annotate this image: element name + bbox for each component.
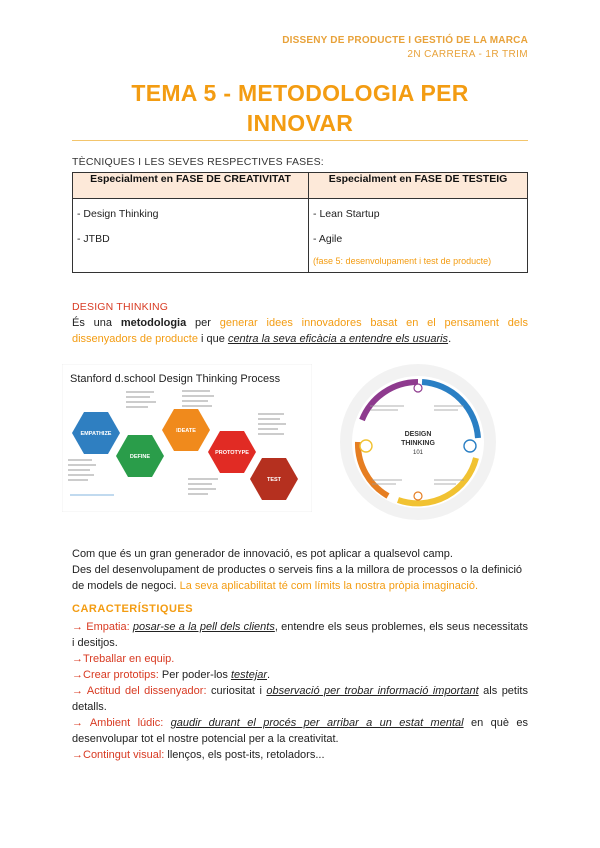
text-run: per (186, 317, 220, 329)
step-label: PROTOTYPE (215, 450, 249, 456)
technique-item: - JTBD (77, 233, 110, 245)
arrow-icon: → (72, 685, 83, 697)
text-run: . (448, 333, 452, 345)
applicability-line-1: Com que és un gran generador de innovació, es pot aplicar a qualsevol camp. (72, 548, 453, 560)
item-text: . (267, 669, 271, 681)
item-text: curiositat i (206, 685, 267, 697)
step-label: TEST (266, 477, 282, 483)
node-icon (360, 440, 372, 452)
technique-item: - Agile (313, 233, 343, 245)
step-label: IDEATE (176, 428, 196, 434)
design-thinking-101-figure (338, 362, 498, 522)
list-item (72, 667, 528, 683)
item-label: Treballar en equip. (83, 653, 175, 665)
dt101-line-1: DESIGN (404, 431, 432, 438)
item-text: als petits detalls. (72, 685, 528, 713)
item-label: Empatia: (86, 621, 130, 633)
col-creativity-header: Especialment en FASE DE CREATIVITAT (73, 173, 309, 199)
text-run: i que (197, 333, 228, 345)
list-item (72, 619, 528, 651)
characteristics-list (72, 619, 528, 763)
item-label: Contingut visual: (83, 749, 165, 761)
col-creativity-cell (73, 199, 309, 273)
technique-item: - Design Thinking (77, 208, 159, 220)
col-testing-cell (309, 199, 528, 273)
item-text: , entendre els seus problemes, els seus necessitats i desitjos. (72, 621, 528, 649)
design-thinking-heading: DESIGN THINKING (72, 301, 169, 313)
col-testing-header: Especialment en FASE DE TESTEIG (309, 173, 528, 199)
title-divider (72, 140, 528, 141)
node-icon (414, 384, 422, 392)
step-label: DEFINE (129, 454, 151, 460)
page-title (72, 78, 528, 138)
item-underline: gaudir durant el procés per arribar a un estat mental (170, 717, 464, 729)
applicability-paragraph (72, 546, 528, 594)
item-underline: observació per trobar informació important (266, 685, 479, 697)
list-item (72, 651, 528, 667)
item-text: llenços, els post-its, retoladors... (164, 749, 325, 761)
step-label: EMPATHIZE (80, 431, 112, 437)
techniques-table (72, 172, 528, 273)
list-item (72, 747, 528, 763)
text-highlight: generar idees innovadores basat en el pensament dels dissenyadors de producte (72, 317, 528, 345)
arrow-icon: → (72, 669, 83, 681)
item-label: Crear prototips: (83, 669, 159, 681)
list-item (72, 715, 528, 747)
characteristics-heading: CARACTERÍSTIQUES (72, 603, 194, 615)
item-label: Ambient lúdic: (89, 717, 164, 729)
title-line-2: INNOVAR (246, 110, 354, 136)
item-text (163, 717, 170, 729)
stanford-title: Stanford d.school Design Thinking Process (70, 373, 281, 385)
course-name: DISSENY DE PRODUCTE I GESTIÓ DE LA MARCA (282, 35, 528, 46)
text-underline: centra la seva eficàcia a entendre els usuaris (227, 333, 449, 345)
item-underline: testejar (230, 669, 268, 681)
design-thinking-definition (72, 315, 528, 347)
text-bold: metodologia (120, 317, 187, 329)
arrow-icon: → (72, 621, 83, 633)
text-highlight: La seva aplicabilitat té com límits la nostra pròpia imaginació. (179, 580, 479, 592)
item-underline: posar-se a la pell dels clients (132, 621, 275, 633)
item-label: Actitud del dissenyador: (86, 685, 207, 697)
item-text: en què es desenvolupar tot el nostre potencial per a la creativitat. (72, 717, 529, 745)
arrow-icon: → (72, 749, 83, 761)
text-run: És una (72, 317, 121, 329)
title-line-1: TEMA 5 - METODOLOGIA PER (131, 80, 469, 106)
applicability-line-2 (72, 562, 528, 594)
arrow-icon: → (72, 653, 83, 665)
node-icon (464, 440, 476, 452)
stanford-process-figure (62, 364, 312, 512)
node-icon (414, 492, 422, 500)
testing-note: (fase 5: desenvolupament i test de producte) (313, 256, 492, 266)
arrow-icon: → (72, 717, 83, 729)
text-run: Des del desenvolupament de productes o serveis fins a la millora de processos o la definició de models de negoci. (72, 564, 523, 592)
item-text: Per poder-los (158, 669, 231, 681)
techniques-heading: TÈCNIQUES I LES SEVES RESPECTIVES FASES: (72, 156, 324, 168)
dt101-line-2: THINKING (401, 440, 435, 447)
list-item (72, 683, 528, 715)
course-year: 2N CARRERA - 1R TRIM (407, 49, 528, 60)
dt101-line-3: 101 (412, 450, 424, 456)
technique-item: - Lean Startup (313, 208, 380, 220)
page-header (282, 34, 528, 62)
